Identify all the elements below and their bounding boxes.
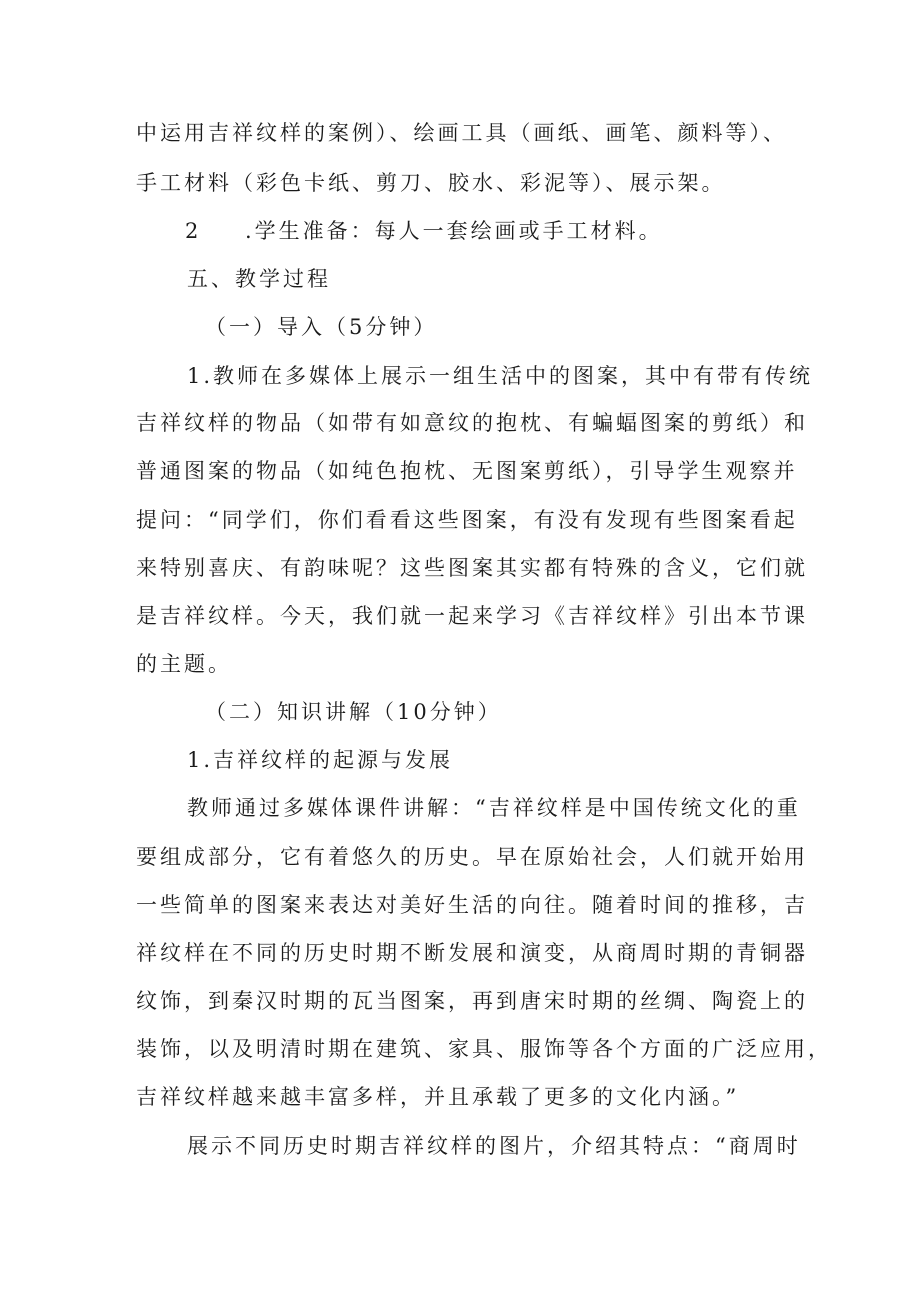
- text-line: 1.教师在多媒体上展示一组生活中的图案，其中有带有传统: [187, 364, 814, 388]
- item-heading: 1.吉祥纹样的起源与发展: [187, 748, 454, 772]
- subsection-heading: （二）知识讲解（10分钟）: [205, 700, 502, 724]
- text-line: 一些简单的图案来表达对美好生活的向往。随着时间的推移，吉: [136, 893, 808, 917]
- text-line: 装饰，以及明清时期在建筑、家具、服饰等各个方面的广泛应用，: [136, 1037, 832, 1061]
- section-heading: 五、教学过程: [187, 267, 331, 291]
- subsection-heading: （一）导入（5分钟）: [205, 315, 438, 339]
- text-line: 吉祥纹样的物品（如带有如意纹的抱枕、有蝙蝠图案的剪纸）和: [136, 411, 808, 435]
- list-number: 2: [185, 219, 202, 243]
- text-line: 要组成部分，它有着悠久的历史。早在原始社会，人们就开始用: [136, 845, 808, 869]
- text-line: 展示不同历史时期吉祥纹样的图片，介绍其特点：“商周时: [187, 1134, 801, 1158]
- text-line: .学生准备：每人一套绘画或手工材料。: [245, 219, 663, 243]
- text-line: 祥纹样在不同的历史时期不断发展和演变，从商周时期的青铜器: [136, 941, 808, 965]
- text-line: 来特别喜庆、有韵味呢？这些图案其实都有特殊的含义，它们就: [136, 556, 808, 580]
- text-line: 吉祥纹样越来越丰富多样，并且承载了更多的文化内涵。”: [136, 1085, 740, 1109]
- text-line: 手工材料（彩色卡纸、剪刀、胶水、彩泥等）、展示架。: [136, 171, 726, 195]
- text-line: 中运用吉祥纹样的案例）、绘画工具（画纸、画笔、颜料等）、: [136, 121, 787, 145]
- text-line: 的主题。: [136, 652, 232, 676]
- text-line: 普通图案的物品（如纯色抱枕、无图案剪纸），引导学生观察并: [136, 459, 798, 483]
- text-line: 教师通过多媒体课件讲解：“吉祥纹样是中国传统文化的重: [187, 796, 801, 820]
- text-line: 提问：“同学们，你们看看这些图案，有没有发现有些图案看起: [136, 508, 798, 532]
- text-line: 是吉祥纹样。今天，我们就一起来学习《吉祥纹样》引出本节课: [136, 604, 808, 628]
- text-line: 纹饰，到秦汉时期的瓦当图案，再到唐宋时期的丝绸、陶瓷上的: [136, 989, 808, 1013]
